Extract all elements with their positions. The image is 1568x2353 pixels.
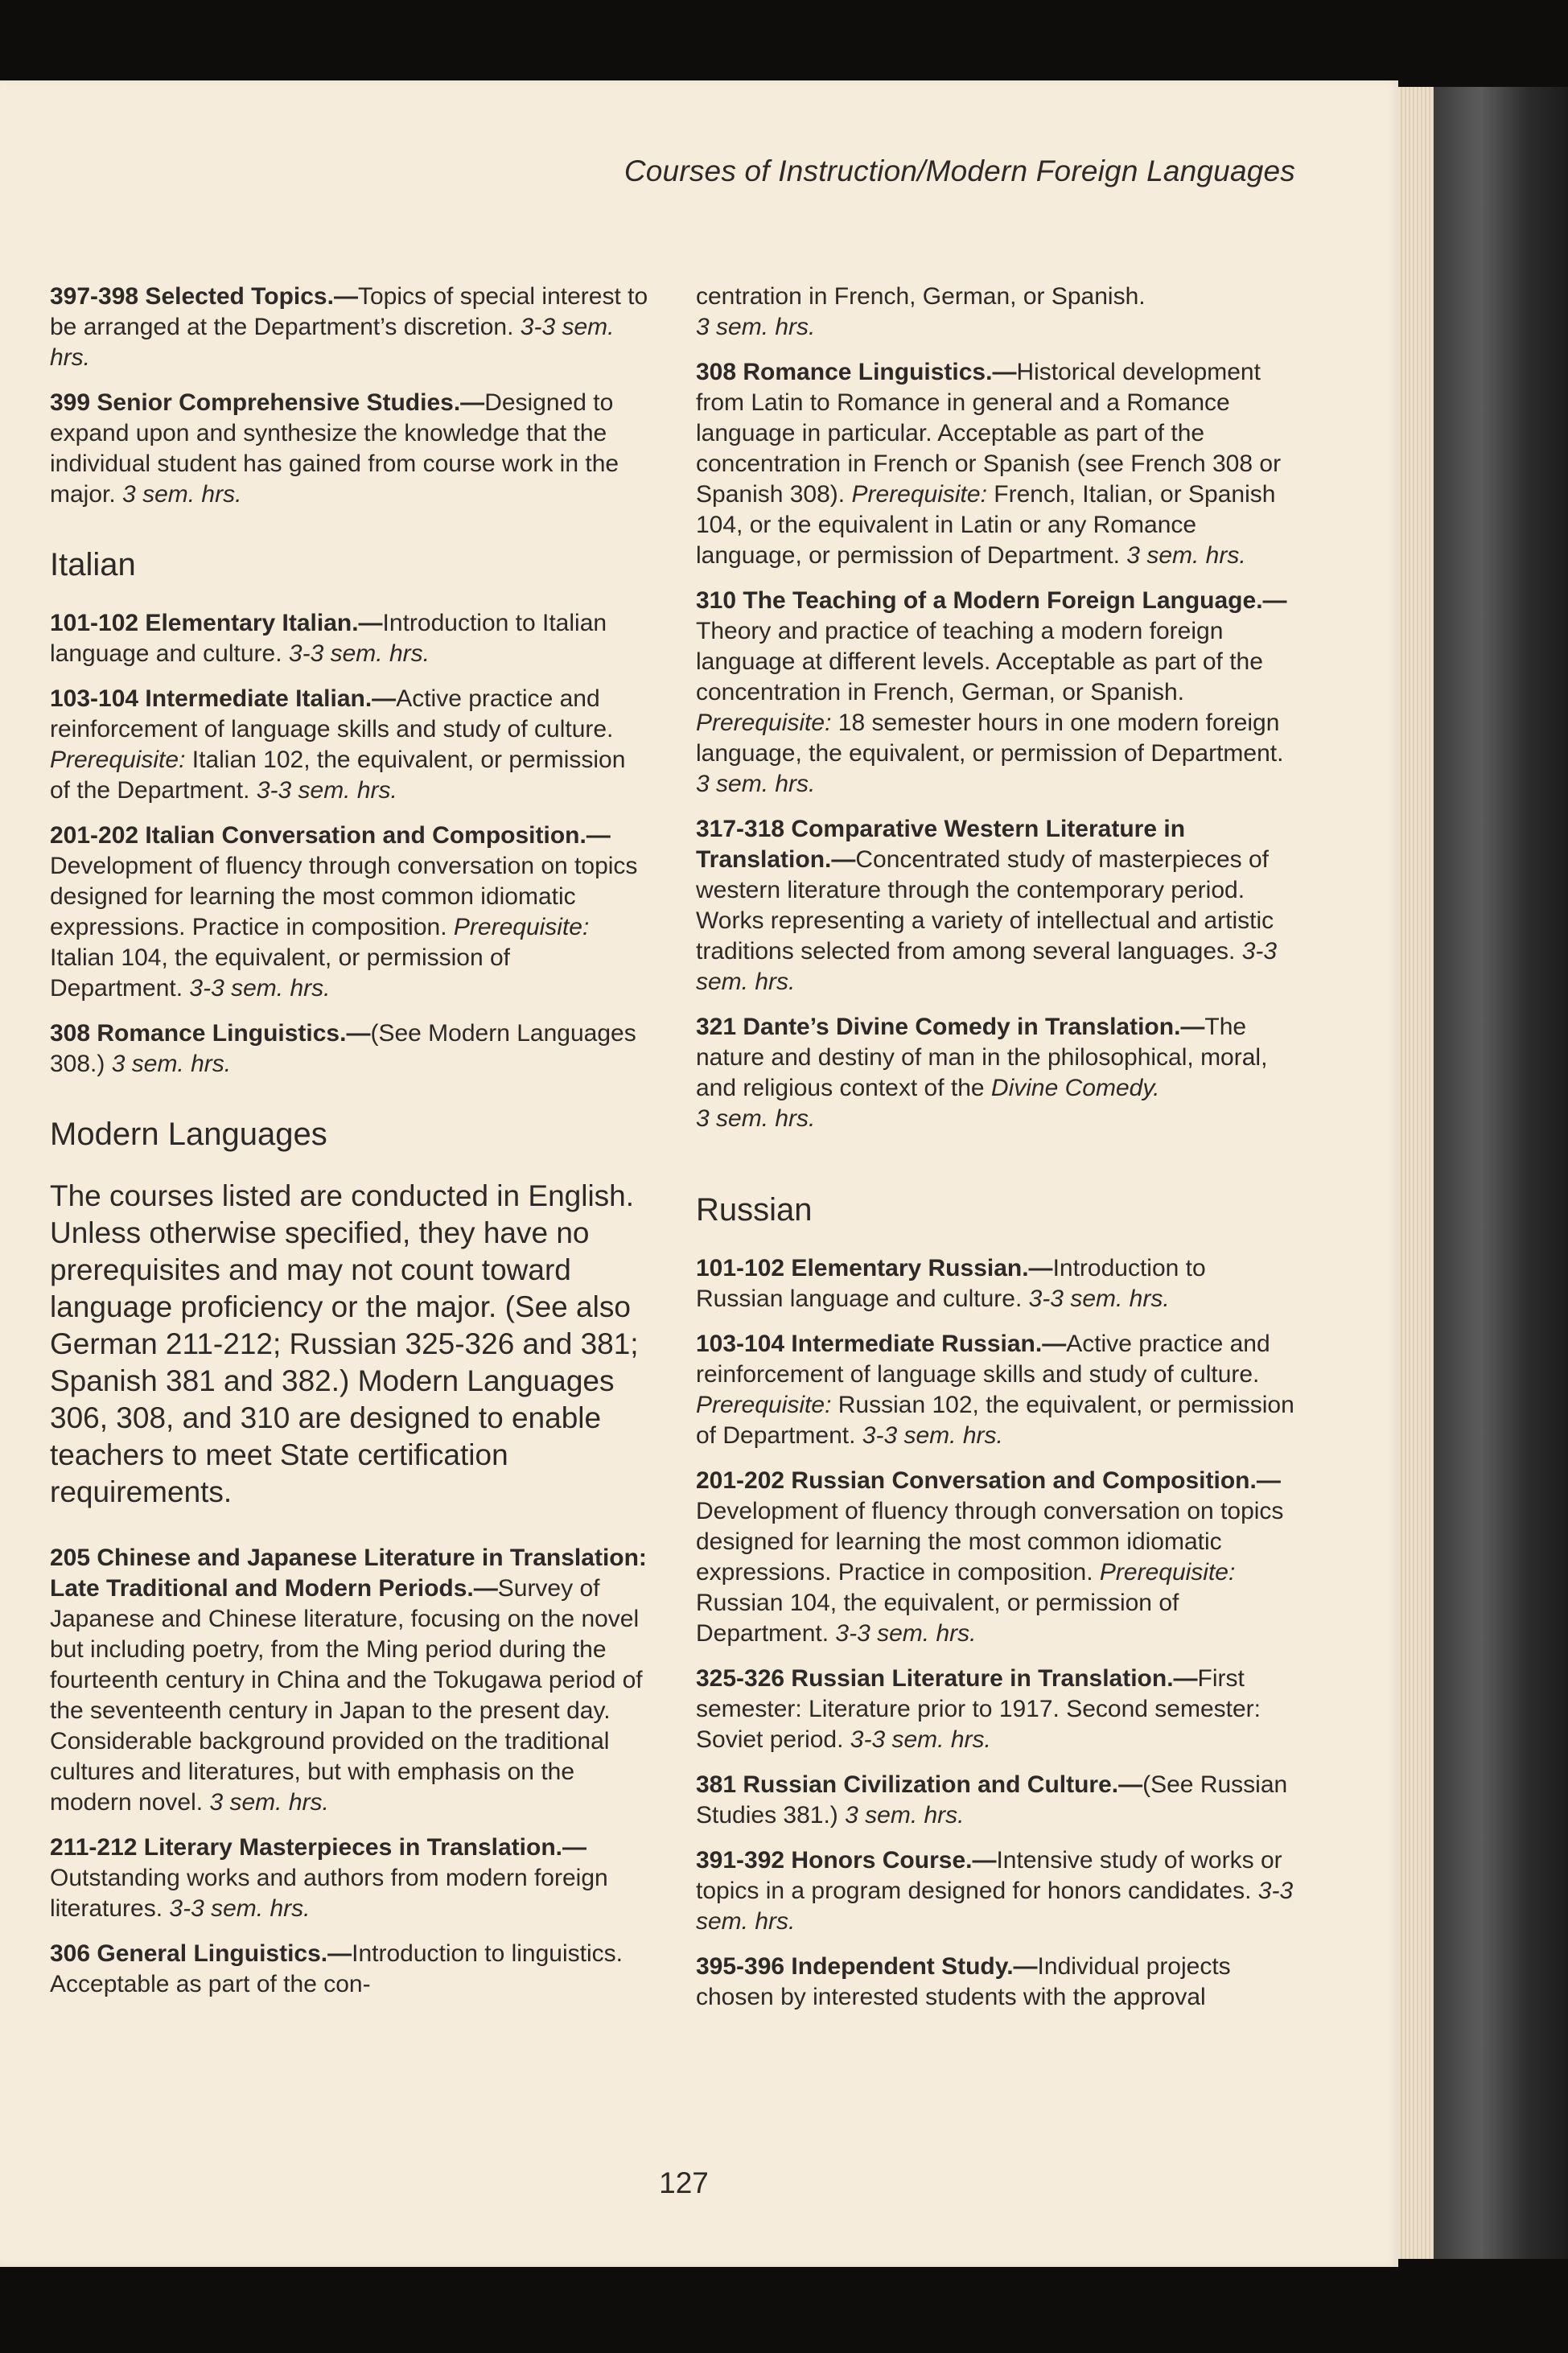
course-heading: 211-212 Literary Masterpieces in Translation.—	[50, 1834, 586, 1861]
course-hours: 3-3 sem. hrs.	[256, 777, 397, 804]
course-heading: 395-396 Independent Study.—	[696, 1953, 1038, 1980]
course-entry	[696, 1664, 1295, 1755]
course-description: Topics of special interest to be arranged at the Department’s discretion.	[50, 283, 648, 340]
course-hours: 3-3 sem. hrs.	[835, 1620, 977, 1647]
section-title-russian: Russian	[696, 1192, 813, 1228]
course-hours: 3-3 sem. hrs.	[169, 1895, 311, 1922]
course-heading: 306 General Linguistics.—	[50, 1940, 352, 1967]
section-title-modern-languages: Modern Languages	[50, 1117, 327, 1152]
course-entry	[50, 1543, 649, 1818]
course-hours: 3-3 sem. hrs.	[189, 975, 331, 1002]
course-hours: 3 sem. hrs.	[1126, 542, 1246, 569]
course-heading: 308 Romance Linguistics.—	[50, 1020, 371, 1047]
course-heading: 381 Russian Civilization and Culture.—	[696, 1771, 1143, 1798]
prerequisite-label: Prerequisite:	[453, 914, 590, 940]
course-hours: 3-3 sem. hrs.	[1028, 1286, 1170, 1312]
course-hours: 3 sem. hrs.	[696, 1105, 816, 1132]
course-description: Development of fluency through conversation on topics designed for learning the most common idiomatic expressions. Practice in composition.	[696, 1498, 1284, 1586]
course-entry	[696, 357, 1295, 571]
prerequisite-text: Italian 104, the equivalent, or permission of Department.	[50, 944, 511, 1002]
course-hours: 3-3 sem. hrs.	[696, 938, 1278, 995]
course-entry	[696, 586, 1295, 800]
course-description: Active practice and reinforcement of language skills and study of culture.	[50, 685, 614, 743]
course-description: Introduction to Italian language and culture.	[50, 610, 607, 667]
course-heading: 103-104 Intermediate Russian.—	[696, 1331, 1067, 1357]
course-description: Intensive study of works or topics in a program designed for honors candidates.	[696, 1847, 1282, 1904]
course-heading: 317-318 Comparative Western Literature in Translation.—	[696, 816, 1186, 873]
course-entry	[696, 1770, 1295, 1831]
course-hours: 3-3 sem. hrs.	[288, 640, 430, 667]
course-description: Active practice and reinforcement of language skills and study of culture.	[696, 1331, 1270, 1388]
course-heading: 391-392 Honors Course.—	[696, 1847, 997, 1874]
prerequisite-label: Prerequisite:	[696, 710, 832, 736]
section-title-italian: Italian	[50, 547, 136, 582]
prerequisite-label: Prerequisite:	[696, 1392, 832, 1418]
course-entry	[50, 1939, 649, 2000]
course-hours: 3-3 sem. hrs.	[696, 1878, 1294, 1935]
course-description: Concentrated study of masterpieces of western literature through the contemporary period. Works representing a variety of intellectual and artistic traditions selected from among several languages.	[696, 846, 1274, 965]
course-entry-continued	[696, 282, 1295, 343]
work-title: Divine Comedy.	[990, 1075, 1160, 1101]
course-heading: 325-326 Russian Literature in Translation.—	[696, 1665, 1198, 1692]
course-hours: 3 sem. hrs.	[696, 314, 816, 340]
section-intro: The courses listed are conducted in English. Unless otherwise specified, they have no prerequisites and may not count toward language proficiency or the major. (See also German 211-212; Russian 325-326 and 381; Spanish 381 and 382.) Modern Languages 306, 308, and 310 are designed to enable teachers to meet State certification requirements.	[50, 1179, 639, 1508]
course-heading: 308 Romance Linguistics.—	[696, 359, 1017, 385]
course-description: Designed to expand upon and synthesize the knowledge that the individual student has gained from course work in the major.	[50, 389, 619, 508]
course-hours: 3-3 sem. hrs.	[50, 314, 615, 371]
course-hours: 3 sem. hrs.	[209, 1789, 329, 1816]
course-entry	[696, 1466, 1295, 1649]
left-column	[50, 282, 649, 2014]
course-description: centration in French, German, or Spanish.	[696, 283, 1146, 310]
course-heading: 321 Dante’s Divine Comedy in Translation.—	[696, 1014, 1205, 1040]
course-hours: 3 sem. hrs.	[111, 1051, 232, 1077]
course-hours: 3-3 sem. hrs.	[862, 1422, 1003, 1449]
page-number: 127	[659, 2166, 709, 2199]
course-entry	[50, 684, 649, 806]
prerequisite-text: Russian 104, the equivalent, or permission of Department.	[696, 1590, 1179, 1647]
prerequisite-label: Prerequisite:	[50, 747, 186, 773]
course-entry	[50, 821, 649, 1004]
course-hours: 3 sem. hrs.	[696, 771, 816, 797]
course-description: Survey of Japanese and Chinese literature, focusing on the novel but including poetry, from the Ming period during the fourteenth century in China and the Tokugawa period of the seventeenth century in Japan to the present day. Considerable background provided on the traditional cultures and literatures, but with emphasis on the modern novel.	[50, 1575, 643, 1816]
course-heading: 399 Senior Comprehensive Studies.—	[50, 389, 485, 416]
course-description: Development of fluency through conversation on topics designed for learning the most common idiomatic expressions. Practice in composition.	[50, 853, 638, 940]
course-description: (See Russian Studies 381.)	[696, 1771, 1288, 1829]
course-entry	[696, 1329, 1295, 1451]
course-description: Introduction to Russian language and culture.	[696, 1255, 1206, 1312]
course-entry	[50, 282, 649, 373]
course-hours: 3 sem. hrs.	[122, 481, 242, 508]
course-hours: 3-3 sem. hrs.	[850, 1726, 991, 1753]
prerequisite-text: 18 semester hours in one modern foreign language, the equivalent, or permission of Department.	[696, 710, 1284, 767]
prerequisite-text: Italian 102, the equivalent, or permission of the Department.	[50, 747, 626, 804]
prerequisite-label: Prerequisite:	[1099, 1559, 1236, 1586]
course-heading: 201-202 Russian Conversation and Composition.—	[696, 1467, 1281, 1494]
course-entry	[696, 814, 1295, 998]
course-entry	[50, 1833, 649, 1924]
course-entry	[696, 1952, 1295, 2013]
course-heading: 201-202 Italian Conversation and Composition.—	[50, 822, 611, 849]
course-description: Introduction to linguistics. Acceptable as part of the con-	[50, 1940, 623, 1997]
course-description: Outstanding works and authors from modern foreign literatures.	[50, 1865, 608, 1922]
course-heading: 205 Chinese and Japanese Literature in Translation: Late Traditional and Modern Periods.—	[50, 1545, 647, 1602]
course-heading: 397-398 Selected Topics.—	[50, 283, 358, 310]
prerequisite-label: Prerequisite:	[851, 481, 987, 508]
course-description: (See Modern Languages 308.)	[50, 1020, 636, 1077]
course-entry	[50, 388, 649, 510]
course-heading: 310 The Teaching of a Modern Foreign Language.—	[696, 587, 1287, 614]
course-entry	[50, 1018, 649, 1080]
course-entry	[696, 1845, 1295, 1937]
page-stack-edge	[1398, 87, 1434, 2259]
prerequisite-text: Russian 102, the equivalent, or permission of Department.	[696, 1392, 1294, 1449]
course-description: First semester: Literature prior to 1917. Second semester: Soviet period.	[696, 1665, 1261, 1753]
course-heading: 101-102 Elementary Russian.—	[696, 1255, 1053, 1281]
course-description: Historical development from Latin to Romance in general and a Romance language in particular. Acceptable as part of the concentration in French or Spanish (see French 308 or Spanish 308).	[696, 359, 1282, 508]
course-heading: 103-104 Intermediate Italian.—	[50, 685, 397, 712]
course-entry	[696, 1253, 1295, 1314]
background-edge	[1434, 87, 1568, 2259]
course-hours: 3 sem. hrs.	[845, 1802, 965, 1829]
course-entry	[50, 608, 649, 669]
course-description: The nature and destiny of man in the philosophical, moral, and religious context of the	[696, 1014, 1268, 1101]
course-description: Theory and practice of teaching a modern foreign language at different levels. Acceptable as part of the concentration in French, German, or Spanish.	[696, 618, 1263, 705]
course-entry	[696, 1012, 1295, 1134]
right-column	[696, 282, 1295, 2027]
prerequisite-text: French, Italian, or Spanish 104, or the equivalent in Latin or any Romance language, or permission of Department.	[696, 481, 1276, 569]
course-heading: 101-102 Elementary Italian.—	[50, 610, 383, 636]
course-description: Individual projects chosen by interested students with the approval	[696, 1953, 1231, 2010]
running-head: Courses of Instruction/Modern Foreign Languages	[623, 154, 1295, 187]
